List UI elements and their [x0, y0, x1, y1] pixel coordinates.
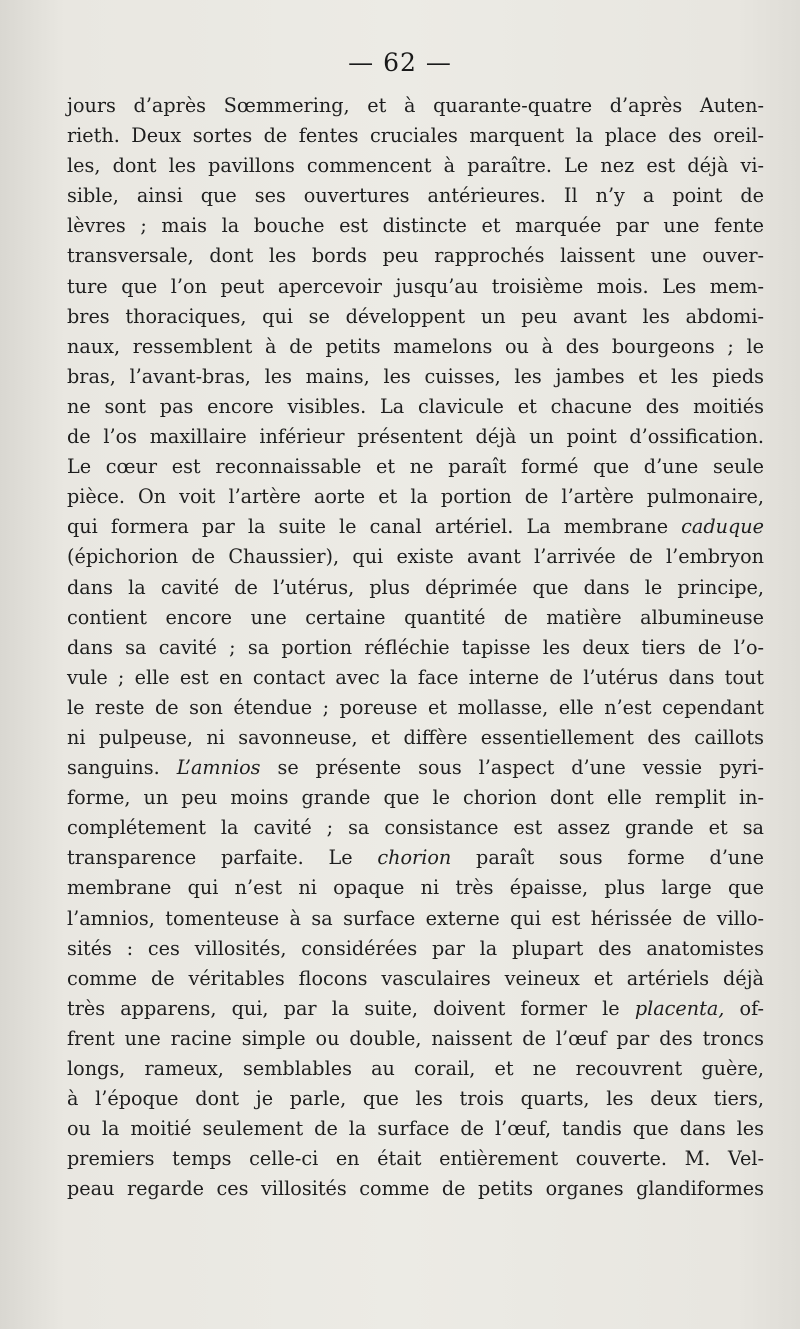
italic-term: caduque [681, 515, 764, 539]
text-line [67, 1084, 764, 1114]
text-line [67, 843, 764, 873]
italic-term: placenta, [634, 996, 725, 1020]
text-line [67, 241, 764, 271]
text-run: naux, ressemblent à de petits mamelons ou à des bourgeons ; le [67, 334, 764, 358]
text-run: sanguins. [67, 756, 177, 780]
text-run: forme, un peu moins grande que le chorion dont elle remplit in- [67, 786, 764, 810]
text-line [67, 723, 764, 753]
text-run: sités : ces villosités, considérées par la plupart des anatomistes [67, 936, 764, 960]
text-line [67, 542, 764, 572]
text-run: peau regarde ces villosités comme de petits organes glandiformes [67, 1177, 764, 1201]
text-line [67, 121, 764, 151]
text-line [67, 211, 764, 241]
text-line [67, 452, 764, 482]
text-line [67, 964, 764, 994]
text-run: sible, ainsi que ses ouvertures antérieures. Il n’y a point de [67, 184, 764, 208]
text-line [67, 753, 764, 783]
text-run: ture que l’on peut apercevoir jusqu’au troisième mois. Les mem- [67, 274, 764, 298]
text-run: longs, rameux, semblables au corail, et ne recouvrent guère, [67, 1057, 764, 1080]
text-run: pièce. On voit l’artère aorte et la portion de l’artère pulmonaire, [67, 485, 764, 509]
text-run: qui formera par la suite le canal artériel. La membrane [67, 515, 682, 539]
text-line [67, 302, 764, 332]
text-line [67, 151, 764, 181]
text-run: contient encore une certaine quantité de matière albumineuse [67, 605, 764, 629]
text-run: vule ; elle est en contact avec la face interne de l’utérus dans tout [67, 665, 764, 689]
text-line [67, 1174, 764, 1204]
text-run: lèvres ; mais la bouche est distincte et marquée par une fente [67, 214, 764, 238]
text-line [67, 633, 764, 663]
page-number: — 62 — [348, 48, 452, 77]
text-line [67, 181, 764, 211]
text-run: jours d’après Sœmmering, et à quarante-quatre d’après Auten- [67, 94, 764, 117]
text-run: (épichorion de Chaussier), qui existe avant l’arrivée de l’embryon [67, 545, 764, 569]
text-run: les, dont les pavillons commencent à paraître. Le nez est déjà vi- [67, 154, 764, 178]
text-line [67, 663, 764, 693]
text-run: bres thoraciques, qui se développent un peu avant les abdomi- [67, 304, 764, 328]
text-line [67, 91, 764, 121]
text-line [67, 693, 764, 723]
text-line [67, 573, 764, 603]
text-run: dans la cavité de l’utérus, plus déprimée que dans le principe, [67, 575, 764, 599]
text-line [67, 332, 764, 362]
italic-term: L’amnios [176, 756, 261, 780]
text-line [67, 994, 764, 1024]
text-run: of- [724, 996, 764, 1020]
text-run: dans sa cavité ; sa portion réfléchie tapisse les deux tiers de l’o- [67, 635, 764, 659]
text-run: à l’époque dont je parle, que les trois quarts, les deux tiers, [67, 1087, 764, 1111]
text-line [67, 1024, 764, 1054]
text-run: comme de véritables flocons vasculaires veineux et artériels déjà [67, 966, 764, 990]
text-line [67, 422, 764, 452]
text-line [67, 904, 764, 934]
italic-term: chorion [377, 846, 452, 870]
text-line [67, 873, 764, 903]
text-run: de l’os maxillaire inférieur présentent déjà un point d’ossification. [67, 425, 764, 449]
text-run: transversale, dont les bords peu rapprochés laissent une ouver- [67, 244, 764, 268]
text-line [67, 272, 764, 302]
text-line [67, 934, 764, 964]
text-line [67, 362, 764, 392]
text-run: le reste de son étendue ; poreuse et mollasse, elle n’est cependant [67, 695, 764, 719]
text-run: Le cœur est reconnaissable et ne paraît formé que d’une seule [67, 455, 764, 479]
text-run: rieth. Deux sortes de fentes cruciales marquent la place des oreil- [67, 124, 764, 148]
text-line [67, 512, 764, 542]
text-line [67, 1144, 764, 1174]
text-run: complétement la cavité ; sa consistance est assez grande et sa [67, 816, 764, 840]
text-line [67, 392, 764, 422]
text-run: bras, l’avant-bras, les mains, les cuisses, les jambes et les pieds [67, 364, 764, 388]
text-run: très apparens, qui, par la suite, doivent former le [67, 996, 635, 1020]
text-run: frent une racine simple ou double, naissent de l’œuf par des troncs [67, 1026, 764, 1050]
text-line [67, 783, 764, 813]
text-run: se présente sous l’aspect d’une vessie pyri- [260, 756, 765, 780]
text-run: ni pulpeuse, ni savonneuse, et diffère essentiellement des caillots [67, 725, 764, 749]
text-line [67, 1054, 764, 1084]
text-run: ne sont pas encore visibles. La clavicule et chacune des moitiés [67, 394, 764, 418]
text-run: paraît sous forme d’une [451, 846, 764, 870]
text-run: l’amnios, tomenteuse à sa surface externe qui est hérissée de villo- [67, 906, 764, 930]
text-run: ou la moitié seulement de la surface de l’œuf, tandis que dans les [67, 1117, 764, 1141]
text-run: membrane qui n’est ni opaque ni très épaisse, plus large que [67, 876, 764, 900]
text-line [67, 813, 764, 843]
text-run: transparence parfaite. Le [67, 846, 378, 870]
text-line [67, 1114, 764, 1144]
text-line [67, 603, 764, 633]
text-line [67, 482, 764, 512]
body-text [67, 91, 764, 1204]
text-run: premiers temps celle-ci en était entièrement couverte. M. Vel- [67, 1147, 764, 1171]
